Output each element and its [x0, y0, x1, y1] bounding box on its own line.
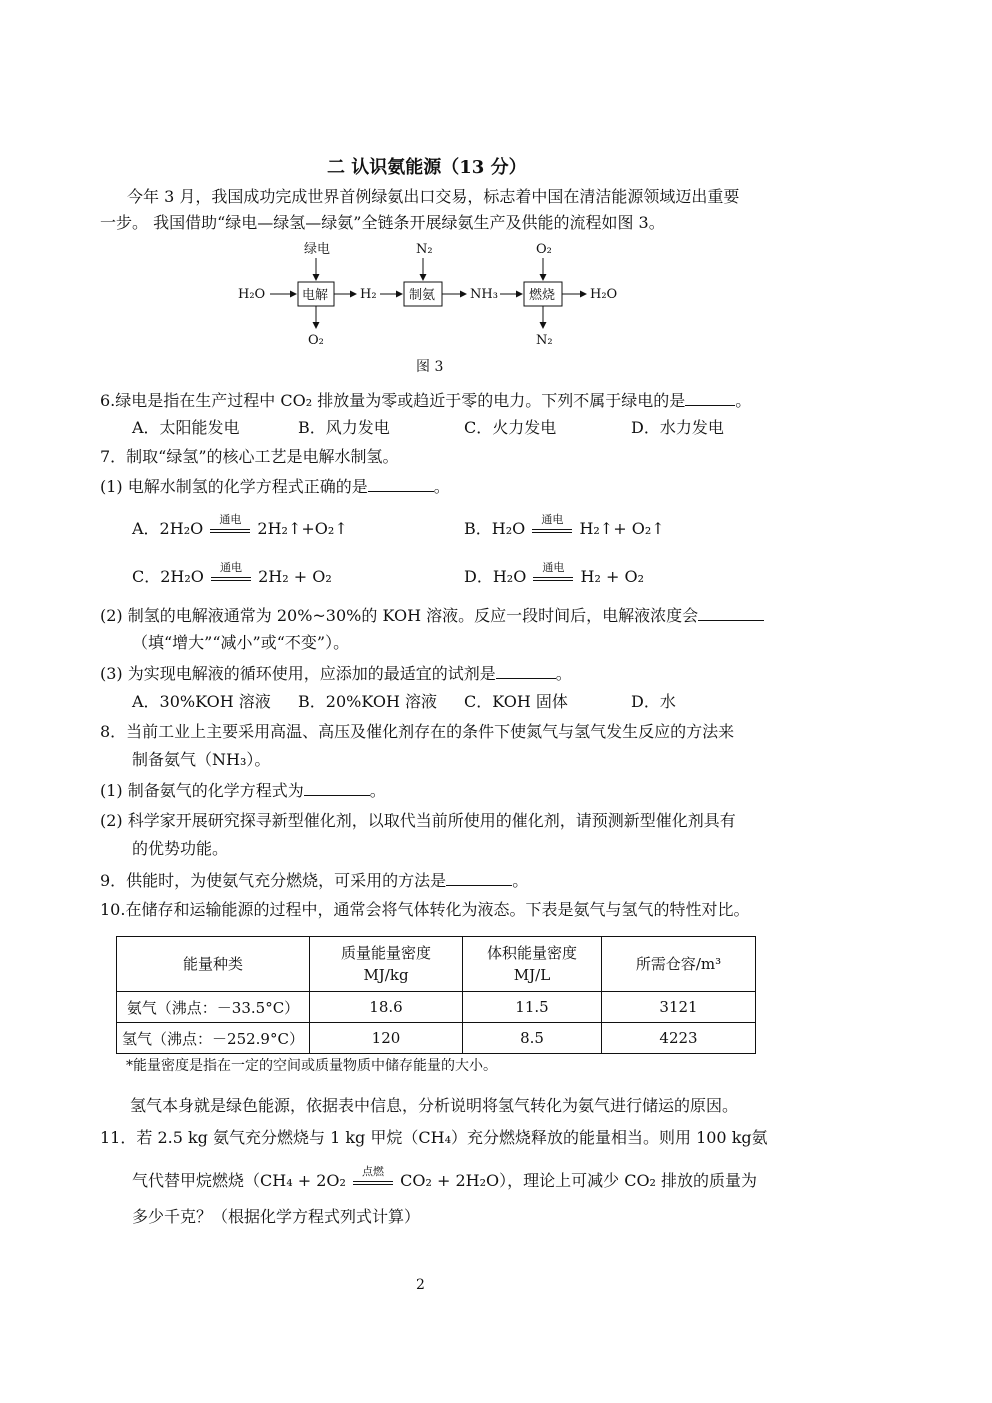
section-title: 二 认识氨能源（13 分） — [327, 157, 527, 178]
table-cell: 氨气（沸点：－33.5°C） — [117, 992, 310, 1023]
q6-stem: 6.绿电是指在生产过程中 CO₂ 排放量为零或趋近于零的电力。下列不属于绿电的是 。 — [100, 391, 752, 410]
q8-sub2-line1: (2) 科学家开展研究探寻新型催化剂，以取代当前所使用的催化剂，请预测新型催化剂具有 — [100, 811, 736, 830]
table-row — [117, 1023, 756, 1054]
q8-sub1: (1) 制备氨气的化学方程式为 。 — [100, 781, 386, 800]
table-header-cell: 能量种类 — [117, 937, 310, 992]
table-cell: 氢气（沸点：－252.9°C） — [117, 1023, 310, 1054]
energy-comparison-table — [116, 936, 756, 1054]
q9-blank[interactable] — [446, 869, 512, 886]
equation-arrow: 通电 — [209, 568, 253, 588]
table-cell: 3121 — [602, 992, 756, 1023]
diagram-box2-top: N₂ — [416, 242, 433, 257]
q7-sub3-option-a: A．30%KOH 溶液 — [132, 692, 271, 711]
diagram-box3-bottom: N₂ — [536, 333, 553, 348]
table-header-cell: 体积能量密度 MJ/L — [463, 937, 602, 992]
q7-sub2-blank[interactable] — [698, 604, 764, 621]
q7-option-a: A．2H₂O 通电 2H₂↑+O₂↑ — [132, 512, 348, 538]
table-cell: 4223 — [602, 1023, 756, 1054]
table-cell: 120 — [310, 1023, 463, 1054]
diagram-box-ammonia: 制氨 — [409, 288, 436, 303]
q10-question: 氢气本身就是绿色能源，依据表中信息，分析说明将氢气转化为氨气进行储运的原因。 — [130, 1096, 739, 1115]
equation-arrow: 通电 — [531, 568, 575, 588]
table-cell: 11.5 — [463, 992, 602, 1023]
intro-line-1: 今年 3 月，我国成功完成世界首例绿氨出口交易，标志着中国在清洁能源领域迈出重要 — [127, 187, 740, 206]
table-row — [117, 992, 756, 1023]
equation-arrow: 通电 — [208, 520, 252, 540]
q8-sub2-line2: 的优势功能。 — [132, 839, 229, 858]
q11-line1: 11．若 2.5 kg 氨气充分燃烧与 1 kg 甲烷（CH₄）充分燃烧释放的能量相当。则用 100 kg氨 — [100, 1128, 768, 1147]
equation-arrow: 通电 — [530, 520, 574, 540]
q7-sub3-blank[interactable] — [496, 662, 556, 679]
diagram-box-combustion: 燃烧 — [529, 288, 556, 303]
diagram-box1-bottom: O₂ — [308, 333, 324, 348]
q7-option-b: B．H₂O 通电 H₂↑+ O₂↑ — [464, 512, 665, 538]
q9-stem: 9．供能时，为使氨气充分燃烧，可采用的方法是 。 — [100, 871, 529, 890]
diagram-mid-2: NH₃ — [470, 287, 498, 302]
q7-option-d: D．H₂O 通电 H₂ + O₂ — [464, 560, 644, 586]
q6-option-c: C．火力发电 — [464, 418, 557, 437]
figure-caption: 图 3 — [416, 359, 444, 375]
q7-sub1: (1) 电解水制氢的化学方程式正确的是 。 — [100, 477, 450, 496]
q7-sub2-line2: （填“增大”“减小”或“不变”）。 — [132, 633, 350, 652]
table-cell: 18.6 — [310, 992, 463, 1023]
diagram-input: H₂O — [238, 287, 266, 302]
q7-sub3: (3) 为实现电解液的循环使用，应添加的最适宜的试剂是 。 — [100, 664, 572, 683]
diagram-output: H₂O — [590, 287, 618, 302]
table-header-row — [117, 937, 756, 992]
intro-line-2: 一步。 我国借助“绿电—绿氢—绿氨”全链条开展绿氨生产及供能的流程如图 3。 — [100, 213, 665, 232]
q6-option-d: D．水力发电 — [631, 418, 724, 437]
q11-line2: 气代替甲烷燃烧（CH₄ + 2O₂ 点燃 CO₂ + 2H₂O），理论上可减少 CO₂ 排放的质量为 — [132, 1164, 758, 1190]
equation-arrow: 点燃 — [351, 1172, 395, 1192]
diagram-box3-top: O₂ — [536, 242, 552, 257]
q10-stem: 10.在储存和运输能源的过程中，通常会将气体转化为液态。下表是氨气与氢气的特性对比。 — [100, 900, 750, 919]
q7-stem: 7．制取“绿氢”的核心工艺是电解水制氢。 — [100, 447, 399, 466]
q7-option-c: C．2H₂O 通电 2H₂ + O₂ — [132, 560, 332, 586]
table-header-cell: 所需仓容/m³ — [602, 937, 756, 992]
q6-option-b: B．风力发电 — [298, 418, 390, 437]
q8-sub1-blank[interactable] — [304, 779, 370, 796]
page-number: 2 — [416, 1277, 425, 1293]
q8-stem-line1: 8．当前工业上主要采用高温、高压及催化剂存在的条件下使氮气与氢气发生反应的方法来 — [100, 722, 735, 741]
diagram-box-electrolysis: 电解 — [302, 288, 329, 303]
q7-sub3-option-b: B．20%KOH 溶液 — [298, 692, 438, 711]
diagram-mid-1: H₂ — [360, 287, 377, 302]
q7-sub1-blank[interactable] — [368, 475, 434, 492]
q7-sub3-option-d: D．水 — [631, 692, 676, 711]
q6-answer-blank[interactable] — [685, 389, 735, 406]
q11-line3: 多少千克？（根据化学方程式列式计算） — [132, 1207, 421, 1226]
q8-stem-line2: 制备氨气（NH₃）。 — [132, 750, 271, 769]
q7-sub2: (2) 制氢的电解液通常为 20%~30%的 KOH 溶液。反应一段时间后，电解液浓度会 — [100, 604, 764, 627]
table-cell: 8.5 — [463, 1023, 602, 1054]
table-header-cell: 质量能量密度 MJ/kg — [310, 937, 463, 992]
table-note: *能量密度是指在一定的空间或质量物质中储存能量的大小。 — [126, 1058, 497, 1074]
q6-option-a: A．太阳能发电 — [132, 418, 240, 437]
q7-sub3-option-c: C．KOH 固体 — [464, 692, 568, 711]
diagram-box1-top: 绿电 — [304, 242, 331, 257]
flow-diagram — [230, 236, 630, 356]
